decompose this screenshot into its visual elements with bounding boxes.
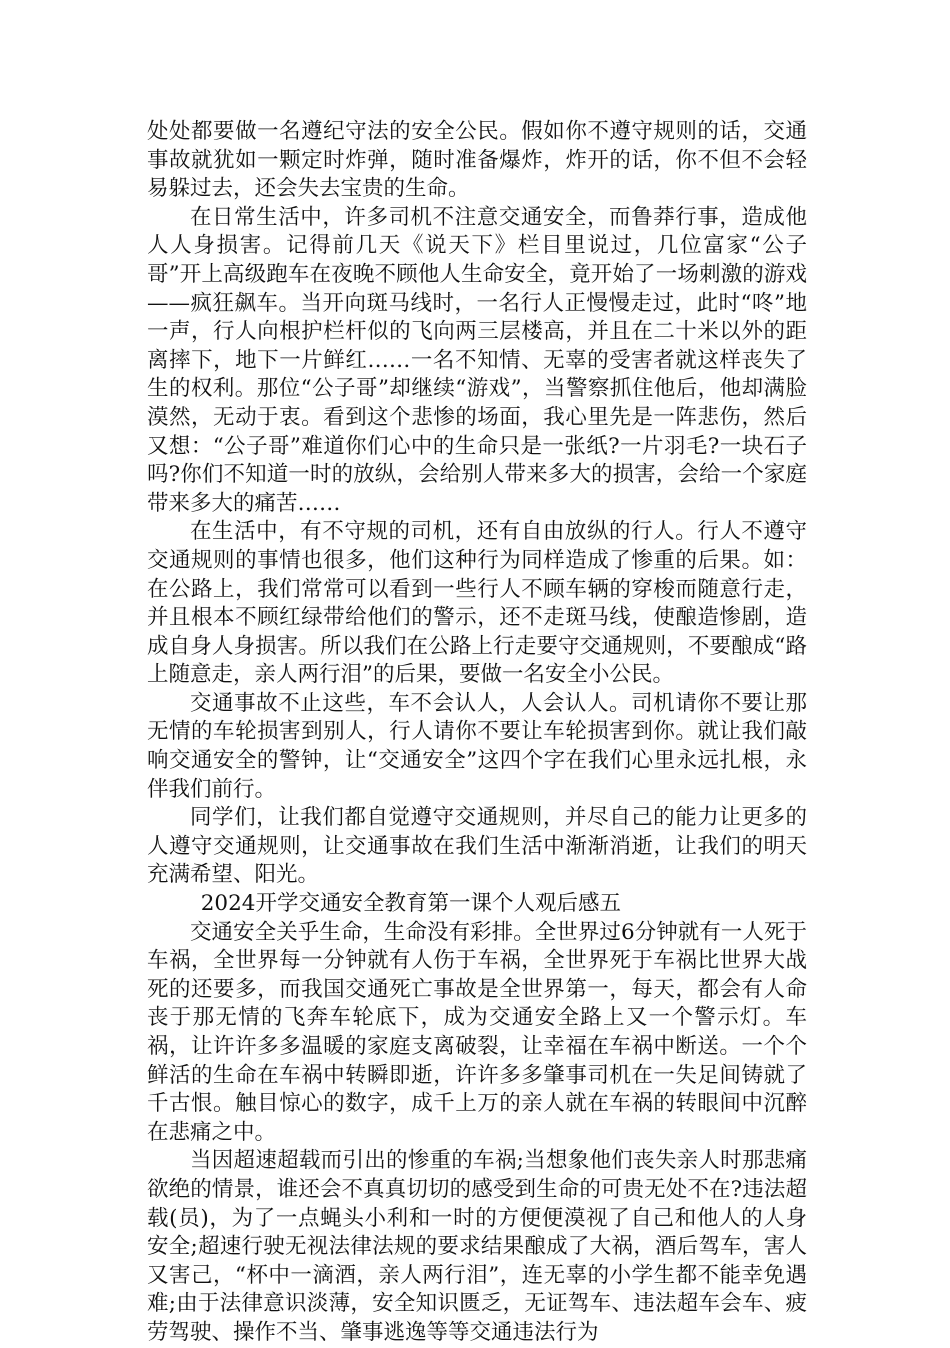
paragraph-continued: 处处都要做一名遵纪守法的安全公民。假如你不遵守规则的话，交通事故就犹如一颗定时炸弹，随时准备爆炸，炸开的话，你不但不会轻易躲过去，还会失去宝贵的生命。 [147, 119, 807, 202]
paragraph: 交通安全关乎生命，生命没有彩排。全世界过6分钟就有一人死于车祸，全世界每一分钟就有人伤于车祸，全世界死于车祸比世界大战死的还要多，而我国交通死亡事故是全世界第一，每天，都会有人命丧于那无情的飞奔车轮底下，成为交通安全路上又一个警示灯。车祸，让许许多多温暖的家庭支离破裂，让幸福在车祸中断送。一个个鲜活的生命在车祸中转瞬即逝，许许多多肇事司机在一失足间铸就了千古恨。触目惊心的数字，成千上万的亲人就在车祸的转眼间中沉醉在悲痛之中。 [147, 919, 807, 1145]
section-title: 2024开学交通安全教育第一课个人观后感五 [200, 891, 621, 917]
paragraph: 交通事故不止这些，车不会认人，人会认人。司机请你不要让那无情的车轮损害到别人，行人请你不要让车轮损害到你。就让我们敲响交通安全的警钟，让“交通安全”这四个字在我们心里永远扎根，永伴我们前行。 [147, 690, 807, 802]
paragraph: 当因超速超载而引出的惨重的车祸;当想象他们丧失亲人时那悲痛欲绝的情景，谁还会不真真切切的感受到生命的可贵无处不在?违法超载(员)，为了一点蝇头小利和一时的方便便漠视了自己和他人的人身安全;超速行驶无视法律法规的要求结果酿成了大祸，酒后驾车，害人又害己，“杯中一滴酒，亲人两行泪”，连无辜的小学生都不能幸免遇难;由于法律意识淡薄，安全知识匮乏，无证驾车、违法超车会车、疲劳驾驶、操作不当、肇事逃逸等等交通违法行为 [147, 1148, 807, 1345]
paragraph: 同学们，让我们都自觉遵守交通规则，并尽自己的能力让更多的人遵守交通规则，让交通事故在我们生活中渐渐消逝，让我们的明天充满希望、阳光。 [147, 805, 807, 888]
document-body [147, 118, 807, 1348]
paragraph: 在生活中，有不守规的司机，还有自由放纵的行人。行人不遵守交通规则的事情也很多，他们这种行为同样造成了惨重的后果。如：在公路上，我们常常可以看到一些行人不顾车辆的穿梭而随意行走，并且根本不顾红绿带给他们的警示，还不走斑马线，使酿造惨剧，造成自身人身损害。所以我们在公路上行走要守交通规则，不要酿成“路上随意走，亲人两行泪”的后果，要做一名安全小公民。 [147, 519, 807, 688]
paragraph: 在日常生活中，许多司机不注意交通安全，而鲁莽行事，造成他人人身损害。记得前几天《说天下》栏目里说过，几位富家“公子哥”开上高级跑车在夜晚不顾他人生命安全，竟开始了一场刺激的游戏——疯狂飙车。当开向斑马线时，一名行人正慢慢走过，此时“咚”地一声，行人向根护栏杆似的飞向两三层楼高，并且在二十米以外的距离摔下，地下一片鲜红……一名不知情、无辜的受害者就这样丧失了生的权利。那位“公子哥”却继续“游戏”，当警察抓住他后，他却满脸漠然，无动于衷。看到这个悲惨的场面，我心里先是一阵悲伤，然后又想：“公子哥”难道你们心中的生命只是一张纸?一片羽毛?一块石子吗?你们不知道一时的放纵，会给别人带来多大的损害，会给一个家庭带来多大的痛苦…… [147, 204, 807, 516]
